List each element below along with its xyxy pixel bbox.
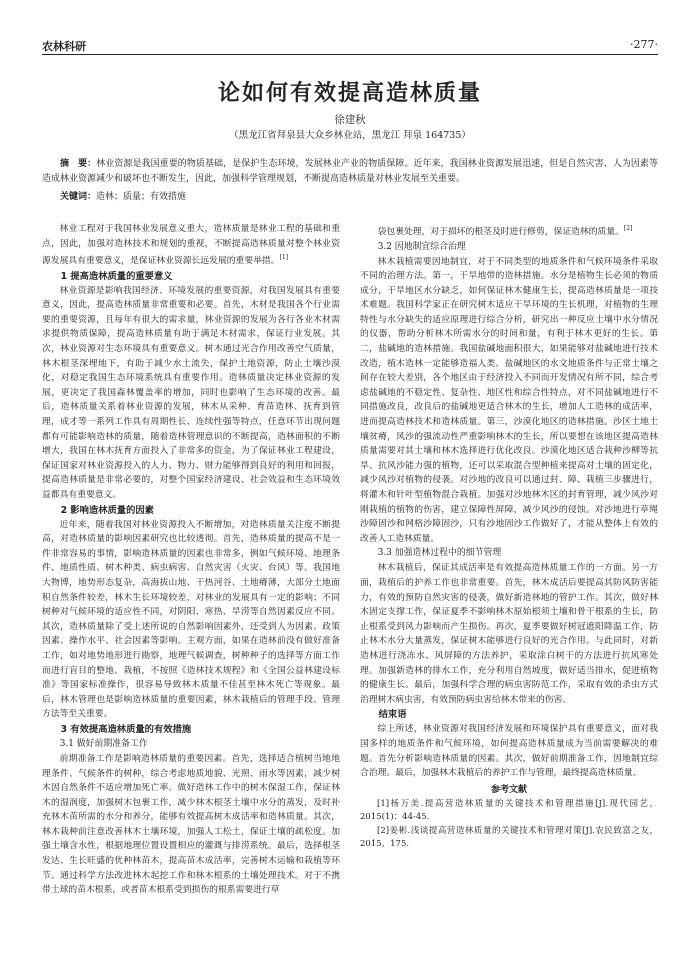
section-heading xyxy=(42,722,340,737)
keywords-label: 关键词： xyxy=(60,192,97,202)
author: 徐建秋 xyxy=(334,114,366,126)
abstract-text: 林业资源是我国重要的物质基础，是保护生态环境，发展林业产业的物质保障。近年来，我国林业资源发展迅速，但是自然灾害、人为因素等造成林业资源减少和破坏也不断发生，因此，加强科学管理规划，不断提高造林质量对林业发展至关重要。 xyxy=(42,159,658,184)
heading-text: 2 影响造林质量的因素 xyxy=(60,504,154,516)
section-heading xyxy=(360,546,658,561)
paragraph-text: 林业工程对于我国林业发展意义重大，造林质量是林业工程的基础和重点，因此，加强对造林技术和规划的重视，不断提高造林质量对整个林业资源发展具有重要意义，是保证林业资源长远发展的重要举措。 xyxy=(42,224,340,267)
paragraph-text: 林木栽植需要因地制宜，对于不同类型的地质条件和气候环境条件采取不同的治理方法。第一，干旱地带的造林措施。水分是植物生长必须的物质成分，干旱地区水分缺乏，如何保证林木健康生长，提高造林质量是一项技术难题。我国科学家正在研究树木适应干旱环境的生长机理，对植物的生理特性与水分缺失的适应原理进行综合分析，研究出一种反应土壤中水分情况的仪器，帮助分析林木所需水分的时间和量，有利于林木更好的生长。第二，盐碱地的造林措施。我国盐碱地面积很大，如果能够对盐碱地进行技术改造，植木造林一定能够造福人类。盐碱地区的水文地质条件与正常土壤之间存在较大差别，各个地区由于经济投入不同而开发情况有所不同，综合考虑盐碱地的不稳定性、复杂性、地区性和综合性特点，对不同盐碱地进行不同措施改良，改良后的盐碱地更适合林木的生长，增加人工造林的成活率，进而提高造林技术和造林质量。第三，沙漠化地区的造林措施。沙区土地土壤贫瘠，风沙的强流动性严重影响林木的生长，所以要想在该地区提高造林质量需要对其土壤和林木选择进行优化改良。沙漠化地区适合栽种沙柳等抗旱、抗风沙能力强的植物，还可以采取混合型种植来提高对土壤的固定化，减少风沙对植物的侵袭。对沙地的改良可以通过封、障、栽植三步骤进行，将灌木和针叶型植物混合栽植。加强对沙地林木区的封育管理，减少风沙对刚栽植的植物的伤害，建立保障性屏障，减少风沙的侵蚀。对沙地进行草绳沙障固沙和网格沙障固沙，只有沙地固沙工作做好了，才能从整体上有效的改善人工造林质量。 xyxy=(360,256,658,544)
body-paragraph xyxy=(360,561,658,707)
reference-item: [1]杨万美.提高营造林质量的关键技术和管理措施[J].现代园艺，2015(1)：44-45. xyxy=(360,798,658,823)
section-heading xyxy=(42,503,340,518)
page-number: ·277· xyxy=(630,38,658,51)
paragraph-text: 林木栽植后，保证其成活率是有效提高造林质量工作的一方面。另一方面，栽植后的护养工作也非常重要。首先，林木成活后要提高其防风防害能力，有效的预防自然灾害的侵袭，做好新造林地的管护工作。其次，做好林木固定支撑工作，保证夏季不影响林木原始根须土壤和骨干根系的生长，防止根系受到风力影响而产生损伤。再次，夏季要做好树冠遮阳降温工作，防止林木水分大量蒸发，保证树木能够进行良好的光合作用。与此同时，对新造林进行浇冻水、风屏障的方法养护，采取涂白树干的方法进行抗风寒处理。加强新造林的排水工作，充分利用自然坡度，做好适当排水，促进植物的健康生长。最后，加强科学合理的病虫害防范工作，采取有效的杀虫方式治理树木病虫害，有效预防病虫害给林木带来的伤害。 xyxy=(360,563,658,705)
paper-title: 论如何有效提高造林质量 xyxy=(217,81,482,106)
section-heading xyxy=(360,240,658,255)
paragraph-text: 袋包裹处理，对于损坏的根茎及时进行修剪，保证造林的质量。 xyxy=(377,226,624,237)
paragraph-text: 前期准备工作是影响造林质量的重要因素。首先，选择适合植树当地地理条件、气候条件的树种，综合考虑地质地貌、光照、雨水等因素，减少树木因自然条件不适应增加死亡率。做好造林工作中的树木保湿工作，保证林木的湿润度，加强树木包裹工作，减少林木根茎土壤中水分的蒸发，及时补充林木苗所需的水分和养分，能够有效提高树木成活率和造林质量。其次，林木栽种前注意改善林木土壤环境，加强人工松土，保证土壤的疏松度。加强土壤含水性，根据地理位置设置相应的灌溉与排涝系统。最后，选择根茎发达、生长旺盛的优种林苗木，提高苗木成活率，完善树木运输和栽植等环节。通过科学方法改进林木起挖工作和林木根系的土壤处理技术。对于不携带土球的苗木根系，或者苗木根系受到损伤的根系需要进行草 xyxy=(42,753,340,896)
section-heading xyxy=(42,269,340,284)
section-heading xyxy=(42,737,340,752)
paragraph-text: 综上所述，林业资源对我国经济发展和环境保护具有重要意义，面对我国多样的地质条件和气候环境，如何提高造林质量成为当前需要解决的难题。首先分析影响造林质量的因素。其次，做好前期准备工作，因地制宜综合治理。最后，加强林木栽植后的养护工作与管理，最终提高造林质量。 xyxy=(360,724,658,779)
keywords xyxy=(42,190,658,205)
paragraph-text: 近年来，随着我国对林业资源投入不断增加，对造林质量关注度不断提高，对造林质量的影响因素研究也比较透彻。首先，造林质量的提高不是一件非常容易的事情，影响造林质量的因素也非常多，例如气候环境、地理条件、地质性质、树木种类、病虫病害、自然灾害（火灾、台风）等。我国地大物博，地势形态复杂，高海拔山地、干热河谷、土地瘠薄，大部分土地面积自然条件较差，林木生长环境较差，对林业的发展具有一定的影响；不同树种对气候环境的适应性不同，对阴阳、寒热、旱涝等自然因素反应不同。其次，造林质量除了受上述所说的自然影响因素外，还受到人为因素、政策因素、操作水平、社会因素等影响。主观方面，如果在造林前没有做好准备工作，如对地势地形进行勘察，地理气候调查，树种种子的选择等方面工作而进行盲目的整地、栽植，不按照《造林技术规程》和《全国公益林建设标准》等国家标准操作，很容易导致林木质量不佳甚至林木死亡等现象。最后，林木管理也是影响造林质量的重要因素，林木栽植后的管理手段、管理方法等至关重要。 xyxy=(42,519,340,720)
affiliation: （黑龙江省拜泉县大众乡林业站，黑龙江 拜泉 164735） xyxy=(229,130,471,141)
references-heading: 参考文献 xyxy=(490,784,527,795)
keywords-text: 造林；质量；有效措施 xyxy=(96,192,187,202)
heading-text: 3.1 做好前期准备工作 xyxy=(59,738,148,749)
abstract-label: 摘 要： xyxy=(60,159,97,169)
paragraph-text: 林业资源是影响我国经济、环境发展的重要资源，对我国发展具有重要意义，因此，提高造林质量非常重要和必要。首先，木材是我国各个行业需要的重要资源，且每年有很大的需求量，林业资源的发展为各行各业木材需求提供物质保障，提高造林质量有助于满足木材需求，保证行业发展。其次，林业资源对生态环境具有重要意义。树木通过光合作用改善空气质量，林木根茎深埋地下，有助于减少水土流失，保护土地资源，防止土壤沙漠化，对稳定我国生态环境系统具有重要作用。造林质量决定林业资源的发展，更决定了我国森林覆盖率的增加，同时也影响了生态环境的改善。最后，造林质量关系着林业资源的发展，林木从采种、育苗造林、抚育到管理，成才等一系列工作具有周期性长、连续性强等特点，任意环节出现问题都有可能影响造林的质量，随着造林管理意识的不断提高，造林面积的不断增大，我国在林木抚育方面投入了非常多的资金，为了保证林业工程建设，保证国家对林业资源投入的人力、物力、财力能够得到良好的利用和回报，提高造林质量是非常必要的，对整个国家经济建设、社会效益和生态环境效益都具有重要意义。 xyxy=(42,285,340,501)
right-column xyxy=(360,222,658,852)
body-paragraph xyxy=(42,222,340,269)
body-paragraph xyxy=(360,255,658,547)
section-heading xyxy=(360,707,658,722)
body-paragraph xyxy=(42,518,340,722)
body-paragraph xyxy=(360,222,658,240)
reference-item: [2]姜彬.浅谈提高营造林质量的关键技术和管理对策[J].农民致富之友，2015，175. xyxy=(360,825,658,850)
left-column xyxy=(42,222,340,898)
body-paragraph xyxy=(360,722,658,780)
citation-mark: [2] xyxy=(623,225,633,232)
heading-text: 结束语 xyxy=(378,709,407,721)
header-rule xyxy=(42,54,658,55)
body-paragraph xyxy=(42,284,340,503)
heading-text: 3 有效提高造林质量的有效措施 xyxy=(60,723,192,735)
heading-text: 3.3 加强造林过程中的细节管理 xyxy=(377,548,502,559)
abstract xyxy=(42,157,658,187)
heading-text: 3.2 因地制宜综合治理 xyxy=(377,241,466,252)
citation-mark: [1] xyxy=(279,254,289,262)
body-paragraph xyxy=(42,752,340,898)
journal-name: 农林科研 xyxy=(42,40,86,53)
heading-text: 1 提高造林质量的重要意义 xyxy=(60,270,173,282)
